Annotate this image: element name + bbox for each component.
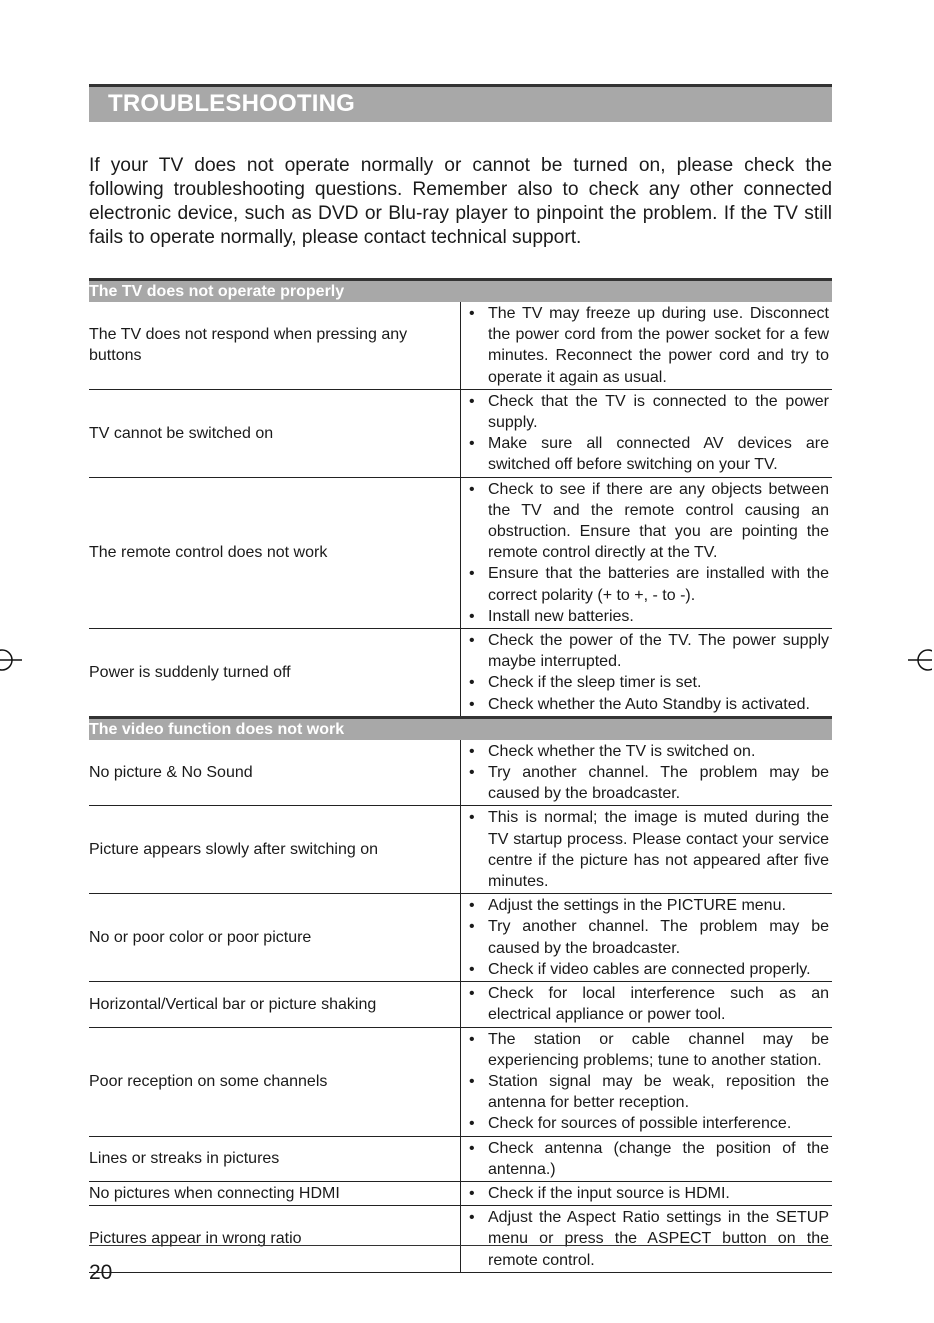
solution-cell <box>461 1206 833 1273</box>
table-row <box>89 1206 832 1273</box>
table-row <box>89 477 832 628</box>
problem-cell: Pictures appear in wrong ratio <box>89 1206 461 1273</box>
solution-item: • Ensure that the batteries are installed with the correct polarity (+ to +, - to -). <box>469 563 829 605</box>
table-row <box>89 1136 832 1181</box>
solution-cell <box>461 806 833 894</box>
problem-cell: Horizontal/Vertical bar or picture shaking <box>89 982 461 1027</box>
solution-item: • Check for sources of possible interference. <box>469 1113 829 1134</box>
solution-cell <box>461 629 833 718</box>
solution-cell <box>461 1136 833 1181</box>
solution-list <box>469 1183 829 1204</box>
solution-item: • Check antenna (change the position of the antenna.) <box>469 1138 829 1180</box>
solution-list <box>469 1138 829 1180</box>
solution-list <box>469 1029 829 1135</box>
problem-cell: No or poor color or poor picture <box>89 894 461 982</box>
solution-item: • Check whether the Auto Standby is activated. <box>469 694 829 715</box>
section-header-row <box>89 717 832 740</box>
problem-cell: The TV does not respond when pressing any buttons <box>89 302 461 389</box>
solution-cell <box>461 1181 833 1205</box>
table-row <box>89 806 832 894</box>
solution-list <box>469 983 829 1025</box>
solution-item: • This is normal; the image is muted during the TV startup process. Please contact your service centre if the picture has not appeared after five minutes. <box>469 807 829 892</box>
page-title: TROUBLESHOOTING <box>108 90 355 117</box>
solution-cell <box>461 477 833 628</box>
table-row <box>89 894 832 982</box>
section-header-row <box>89 280 832 303</box>
solution-list <box>469 895 829 980</box>
table-row <box>89 982 832 1027</box>
solution-item: • Check that the TV is connected to the power supply. <box>469 391 829 433</box>
section-title-bar <box>89 84 832 122</box>
solution-item: • Check the power of the TV. The power supply maybe interrupted. <box>469 630 829 672</box>
solution-cell <box>461 302 833 389</box>
solution-item: • Check for local interference such as an electrical appliance or power tool. <box>469 983 829 1025</box>
solution-list <box>469 479 829 627</box>
footer-divider <box>89 1245 832 1246</box>
solution-cell <box>461 894 833 982</box>
solution-item: • Make sure all connected AV devices are switched off before switching on your TV. <box>469 433 829 475</box>
solution-cell <box>461 1027 833 1136</box>
solution-list <box>469 1207 829 1271</box>
registration-mark-right <box>908 648 932 672</box>
solution-item: • Check if video cables are connected properly. <box>469 959 829 980</box>
table-row <box>89 389 832 477</box>
solution-item: • Station signal may be weak, reposition the antenna for better reception. <box>469 1071 829 1113</box>
problem-cell: Power is suddenly turned off <box>89 629 461 718</box>
solution-item: • Try another channel. The problem may be caused by the broadcaster. <box>469 916 829 958</box>
problem-cell: Poor reception on some channels <box>89 1027 461 1136</box>
registration-mark-left <box>0 648 22 672</box>
table-row <box>89 1027 832 1136</box>
problem-cell: No picture & No Sound <box>89 740 461 806</box>
solution-cell <box>461 982 833 1027</box>
problem-cell: Picture appears slowly after switching on <box>89 806 461 894</box>
table-row <box>89 740 832 806</box>
problem-cell: TV cannot be switched on <box>89 389 461 477</box>
solution-list <box>469 391 829 476</box>
problem-cell: The remote control does not work <box>89 477 461 628</box>
solution-list <box>469 741 829 805</box>
intro-paragraph: If your TV does not operate normally or cannot be turned on, please check the following troubleshooting questions. Remember also to check any other connected electronic device, such as DVD or Blu-ray player to pinpoint the problem. If the TV still fails to operate normally, please contact technical support. <box>89 155 832 248</box>
problem-cell: No pictures when connecting HDMI <box>89 1181 461 1205</box>
solution-item: • The station or cable channel may be experiencing problems; tune to another station. <box>469 1029 829 1071</box>
solution-list <box>469 303 829 388</box>
section-header: The TV does not operate properly <box>89 280 832 303</box>
solution-item: • Install new batteries. <box>469 606 829 627</box>
solution-item: • Try another channel. The problem may be caused by the broadcaster. <box>469 762 829 804</box>
solution-list <box>469 630 829 715</box>
solution-item: • Check if the sleep timer is set. <box>469 672 829 693</box>
table-row <box>89 629 832 718</box>
section-header: The video function does not work <box>89 717 832 740</box>
solution-item: • Check to see if there are any objects between the TV and the remote control causing an obstruction. Ensure that you are pointing the remote control directly at the TV. <box>469 479 829 564</box>
solution-item: • Adjust the settings in the PICTURE menu. <box>469 895 829 916</box>
solution-cell <box>461 740 833 806</box>
solution-item: • Check if the input source is HDMI. <box>469 1183 829 1204</box>
page-number: 20 <box>89 1261 113 1284</box>
solution-item: • Check whether the TV is switched on. <box>469 741 829 762</box>
solution-item: • The TV may freeze up during use. Disconnect the power cord from the power socket for a few minutes. Reconnect the power cord and try to operate it again as usual. <box>469 303 829 388</box>
table-row <box>89 1181 832 1205</box>
problem-cell: Lines or streaks in pictures <box>89 1136 461 1181</box>
table-row <box>89 302 832 389</box>
solution-item: • Adjust the Aspect Ratio settings in the SETUP menu or press the ASPECT button on the remote control. <box>469 1207 829 1271</box>
solution-list <box>469 807 829 892</box>
solution-cell <box>461 389 833 477</box>
troubleshooting-table <box>89 278 832 1273</box>
